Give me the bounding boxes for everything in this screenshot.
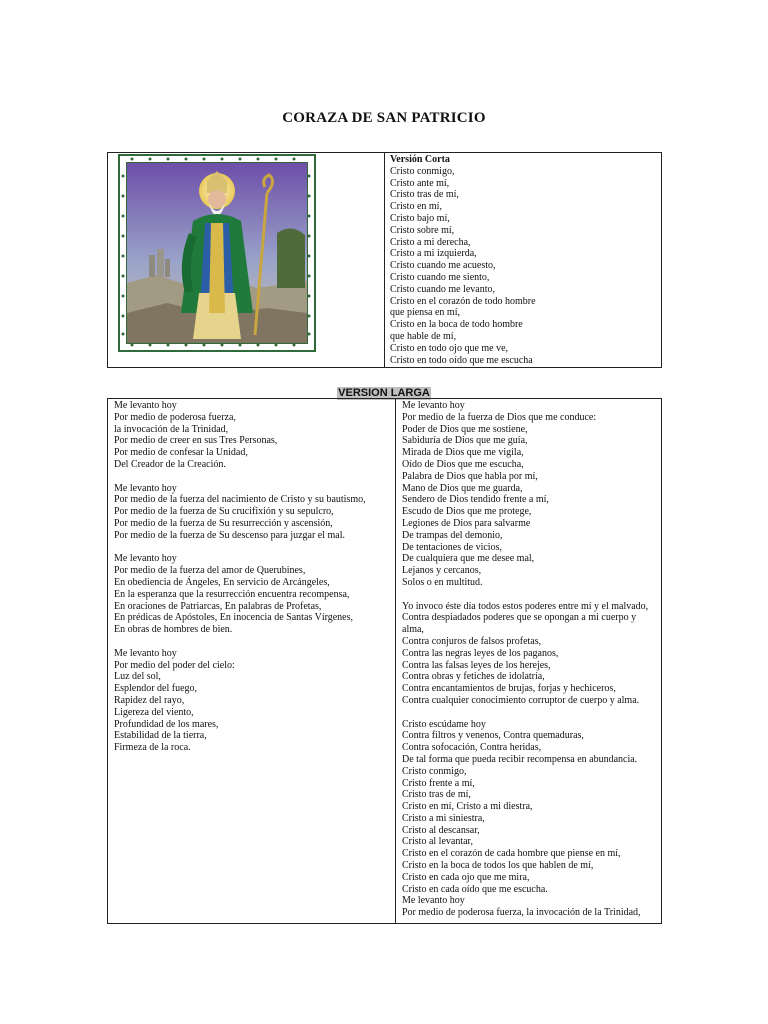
verse-line: Por medio del poder del cielo: (114, 659, 235, 671)
short-line: Cristo tras de mí, (390, 189, 459, 201)
short-version-lines (390, 166, 657, 367)
short-line: Cristo cuando me acuesto, (390, 260, 496, 272)
verse-line: Cristo al levantar, (402, 836, 473, 848)
verse-line: Profundidad de los mares, (114, 718, 219, 730)
verse-line: Cristo tras de mí, (402, 789, 471, 801)
verse-line: De tal forma que pueda recibir recompensa en abundancia. (402, 753, 638, 765)
verse-line: Rapidez del rayo, (114, 694, 185, 706)
verse-line: Contra despiadados poderes que se opongan a mi cuerpo y (402, 612, 637, 624)
verse-line: Lejanos y cercanos, (402, 565, 482, 577)
short-line: que piensa en mí, (390, 307, 460, 319)
verse-line: Por medio de la fuerza de Su resurrección y ascensión, (114, 517, 333, 529)
short-line: Cristo ante mí, (390, 177, 450, 189)
short-line: Cristo en la boca de todo hombre (390, 319, 523, 331)
paragraph-gap (114, 471, 391, 483)
verse-line: Sendero de Dios tendido frente a mí, (402, 494, 549, 506)
verse-line: En obediencia de Ángeles, En servicio de Arcángeles, (114, 576, 330, 588)
verse-line: De cualquiera que me desee mal, (402, 553, 535, 565)
verse-line: Me levanto hoy (402, 895, 465, 907)
short-line: Cristo en el corazón de todo hombre (390, 295, 536, 307)
short-line: Cristo en mí, (390, 201, 442, 213)
verse-line: Me levanto hoy (114, 647, 177, 659)
verse-line: Por medio de la fuerza del amor de Querubines, (114, 565, 306, 577)
verse-line: Del Creador de la Creación. (114, 458, 226, 470)
verse-line: la invocación de la Trinidad, (114, 423, 229, 435)
verse-line: Contra encantamientos de brujas, forjas y hechiceros, (402, 683, 616, 695)
short-line: que hable de mí, (390, 330, 457, 342)
verse-line: Me levanto hoy (402, 400, 465, 411)
verse-line: Oído de Dios que me escucha, (402, 458, 524, 470)
verse-line: Por medio de la fuerza de Dios que me conduce: (402, 411, 597, 423)
verse-line: Mirada de Dios que me vigila, (402, 447, 524, 459)
verse-line: En prédicas de Apóstoles, En inocencia de Santas Vírgenes, (114, 612, 354, 624)
short-version-table (107, 152, 662, 368)
verse-line: Por medio de poderosa fuerza, (114, 411, 236, 423)
stanza (402, 601, 657, 707)
verse-line: Mano de Dios que me guarda, (402, 482, 523, 494)
verse-line: Por medio de la fuerza del nacimiento de Cristo y su bautismo, (114, 494, 366, 506)
verse-line: Por medio de la fuerza de Su descenso para juzgar el mal. (114, 529, 346, 541)
verse-line: Cristo a mi siniestra, (402, 812, 485, 824)
verse-line: Esplendor del fuego, (114, 683, 198, 695)
long-version-label: VERSION LARGA (338, 387, 430, 399)
stanza (402, 719, 657, 920)
saint-patrick-image (118, 154, 316, 352)
short-line: Cristo bajo mí, (390, 212, 450, 224)
verse-line: Contra sofocación, Contra heridas, (402, 742, 542, 754)
stanza (114, 648, 391, 754)
paragraph-gap (114, 542, 391, 554)
stanza (114, 483, 391, 542)
short-line: Cristo a mi derecha, (390, 236, 471, 248)
verse-line: Estabilidad de la tierra, (114, 730, 207, 742)
verse-line: Luz del sol, (114, 671, 161, 683)
verse-line: Solos o en multitud. (402, 576, 483, 588)
verse-line: De tentaciones de vicios, (402, 541, 502, 553)
short-version-heading: Versión Corta (390, 154, 450, 165)
stanza (114, 553, 391, 636)
short-line: Cristo en todo oído que me escucha (390, 354, 533, 366)
long-version-left-column (108, 399, 396, 924)
paragraph-gap (402, 589, 657, 601)
verse-line: Cristo en cada ojo que me mira, (402, 871, 530, 883)
verse-line: Escudo de Dios que me protege, (402, 506, 532, 518)
short-line: Cristo a mi izquierda, (390, 248, 477, 260)
verse-line: Cristo conmigo, (402, 765, 467, 777)
verse-line: Contra filtros y venenos, Contra quemaduras, (402, 730, 584, 742)
verse-line: Me levanto hoy (114, 400, 177, 411)
short-line: Cristo en todo ojo que me ve, (390, 342, 509, 354)
verse-line: Contra conjuros de falsos profetas, (402, 635, 542, 647)
verse-line: Ligereza del viento, (114, 706, 194, 718)
verse-line: En obras de hombres de bien. (114, 624, 233, 636)
short-line: Cristo conmigo, (390, 165, 455, 177)
paragraph-gap (114, 636, 391, 648)
verse-line: Yo invoco éste día todos estos poderes entre mí y el malvado, (402, 600, 649, 612)
long-version-right-column (396, 399, 662, 924)
verse-line: Me levanto hoy (114, 482, 177, 494)
verse-line: Por medio de creer en sus Tres Personas, (114, 435, 278, 447)
verse-line: Me levanto hoy (114, 553, 177, 565)
short-line: Cristo sobre mí, (390, 224, 455, 236)
verse-line: Firmeza de la roca. (114, 742, 191, 754)
verse-line: Por medio de confesar la Unidad, (114, 447, 248, 459)
stanza (402, 400, 657, 589)
verse-line: Cristo en la boca de todos los que hablen de mí, (402, 860, 594, 872)
verse-line: Cristo en cada oído que me escucha. (402, 883, 548, 895)
short-version-text (385, 153, 662, 368)
verse-line: Poder de Dios que me sostiene, (402, 423, 528, 435)
verse-line: En la esperanza que la resurrección encuentra recompensa, (114, 588, 350, 600)
verse-line: Cristo al descansar, (402, 824, 480, 836)
stanza (114, 400, 391, 471)
verse-line: Palabra de Dios que habla por mí, (402, 470, 538, 482)
verse-line: alma, (402, 624, 424, 636)
short-line: Cristo cuando me levanto, (390, 283, 495, 295)
verse-line: Cristo escúdame hoy (402, 718, 486, 730)
page-title: CORAZA DE SAN PATRICIO (282, 110, 486, 126)
verse-line: Cristo en el corazón de cada hombre que piense en mí, (402, 848, 621, 860)
verse-line: Contra cualquier conocimiento corruptor de cuerpo y alma. (402, 694, 640, 706)
verse-line: Por medio de la fuerza de Su crucifixión y su sepulcro, (114, 506, 334, 518)
verse-line: Cristo en mí, Cristo a mi diestra, (402, 801, 533, 813)
short-line: Cristo cuando me siento, (390, 271, 490, 283)
verse-line: Legiones de Dios para salvarme (402, 517, 531, 529)
verse-line: Contra las negras leyes de los paganos, (402, 647, 559, 659)
paragraph-gap (402, 707, 657, 719)
verse-line: En oraciones de Patriarcas, En palabras de Profetas, (114, 600, 322, 612)
verse-line: Contra obras y fetiches de idolatría, (402, 671, 545, 683)
verse-line: Por medio de poderosa fuerza, la invocación de la Trinidad, (402, 907, 641, 919)
verse-line: Contra las falsas leyes de los herejes, (402, 659, 551, 671)
saint-image-cell (108, 153, 385, 368)
long-version-table (107, 398, 662, 924)
verse-line: Sabiduría de Dios que me guía, (402, 435, 528, 447)
verse-line: De trampas del demonio, (402, 529, 503, 541)
verse-line: Cristo frente a mí, (402, 777, 475, 789)
